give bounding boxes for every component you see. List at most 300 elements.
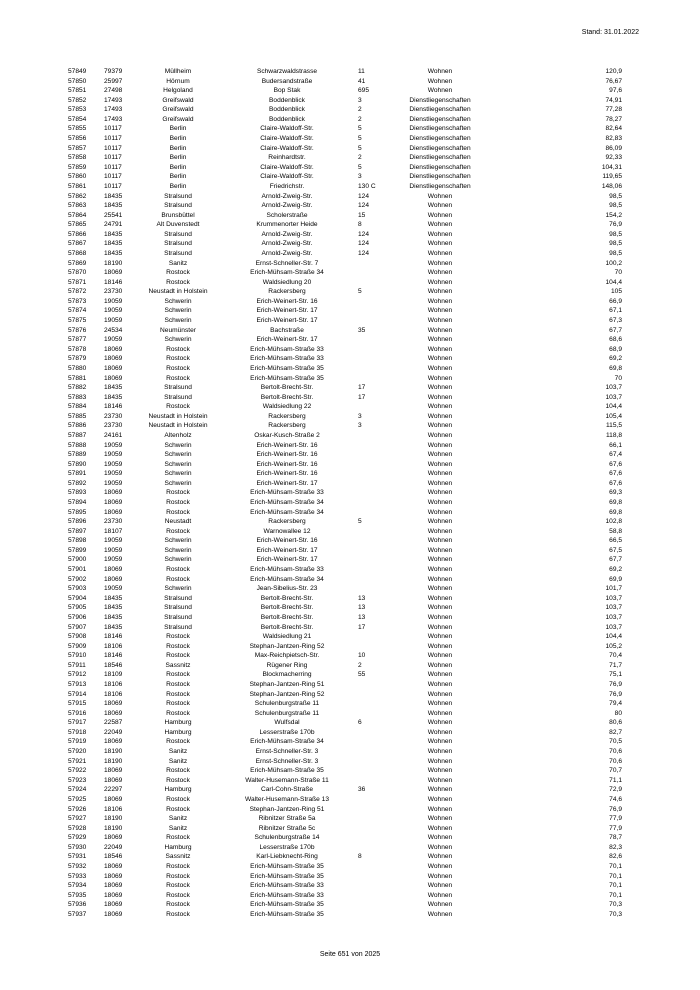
cell-text: Waldsiedlung 21	[262, 633, 312, 641]
cell-text: Stralsund	[164, 623, 192, 631]
cell-text: Berlin	[169, 144, 187, 152]
cell-text: Arnold-Zweig-Str.	[261, 240, 313, 248]
cell-text: Wohnen	[427, 451, 453, 459]
cell-postal-code: 18069	[104, 834, 123, 842]
cell-postal-code: 18106	[104, 642, 123, 650]
cell-area: 70,6	[609, 748, 622, 756]
cell-text: Schulenburgstraße 11	[254, 700, 320, 708]
cell-row-id: 57937	[68, 910, 87, 918]
cell-postal-code: 18069	[104, 795, 123, 803]
cell-row-id: 57850	[68, 77, 87, 85]
cell-text: Sanitz	[168, 824, 188, 832]
cell-text: Max-Reichpietsch-Str.	[254, 652, 320, 660]
cell-text: Wohnen	[427, 527, 453, 535]
cell-area: 76,9	[609, 221, 622, 229]
cell-text: Rostock	[166, 891, 190, 899]
cell-text: Blockmacherring	[262, 671, 312, 679]
cell-text: Erich-Mühsam-Straße 35	[250, 901, 324, 909]
cell-text: Reinhardtstr.	[268, 154, 306, 162]
cell-text: Erich-Mühsam-Straße 33	[250, 345, 324, 353]
cell-postal-code: 18190	[104, 824, 123, 832]
cell-text: Erich-Mühsam-Straße 33	[250, 566, 324, 574]
cell-text: Schwerin	[164, 479, 192, 487]
cell-postal-code: 18435	[104, 384, 123, 392]
cell-area: 70,5	[609, 738, 622, 746]
cell-postal-code: 18069	[104, 882, 123, 890]
cell-text: Rostock	[166, 872, 190, 880]
cell-row-id: 57914	[68, 690, 87, 698]
cell-text: Ernst-Schneller-Str. 7	[255, 259, 319, 267]
cell-house-number: 124	[358, 202, 370, 210]
table-row	[68, 105, 634, 115]
cell-text: Wohnen	[427, 259, 453, 267]
cell-postal-code: 18106	[104, 690, 123, 698]
cell-area: 67,7	[609, 326, 622, 334]
cell-text: Stralsund	[164, 192, 192, 200]
cell-text: Stephan-Jantzen-Ring 52	[249, 690, 325, 698]
cell-text: Wohnen	[427, 479, 453, 487]
cell-text: Rostock	[166, 776, 190, 784]
cell-postal-code: 19059	[104, 336, 123, 344]
table-row	[68, 326, 634, 336]
cell-text: Erich-Weinert-Str. 17	[256, 336, 318, 344]
cell-text: Dienstliegenschaften	[409, 163, 471, 171]
cell-text: Schulenburgstraße 14	[254, 834, 320, 842]
cell-area: 70,1	[609, 872, 622, 880]
cell-area: 69,3	[609, 489, 622, 497]
table-row	[68, 354, 634, 364]
cell-postal-code: 18069	[104, 374, 123, 382]
cell-text: Rostock	[166, 508, 190, 516]
cell-house-number: 17	[358, 623, 366, 631]
cell-text: Jean-Sibelius-Str. 23	[256, 585, 318, 593]
cell-postal-code: 18069	[104, 364, 123, 372]
cell-text: Bertolt-Brecht-Str.	[260, 613, 314, 621]
cell-house-number: 2	[358, 154, 362, 162]
cell-postal-code: 18069	[104, 355, 123, 363]
cell-row-id: 57899	[68, 546, 87, 554]
cell-house-number: 55	[358, 671, 366, 679]
cell-text: Stralsund	[164, 604, 192, 612]
cell-area: 69,8	[609, 499, 622, 507]
cell-text: Wohnen	[427, 345, 453, 353]
table-row	[68, 862, 634, 872]
cell-postal-code: 22049	[104, 728, 123, 736]
cell-text: Erich-Mühsam-Straße 35	[250, 364, 324, 372]
cell-area: 70	[614, 269, 622, 277]
cell-house-number: 35	[358, 326, 366, 334]
cell-text: Walter-Husemann-Straße 11	[245, 776, 329, 784]
cell-postal-code: 18069	[104, 499, 123, 507]
table-row	[68, 747, 634, 757]
cell-text: Bertolt-Brecht-Str.	[260, 604, 314, 612]
table-row	[68, 96, 634, 106]
cell-text: Wohnen	[427, 585, 453, 593]
cell-text: Wohnen	[427, 192, 453, 200]
cell-text: Wohnen	[427, 393, 453, 401]
table-row	[68, 469, 634, 479]
table-row	[68, 172, 634, 182]
cell-postal-code: 17493	[104, 115, 123, 123]
cell-text: Erich-Weinert-Str. 16	[256, 537, 318, 545]
cell-area: 72,9	[609, 786, 622, 794]
cell-area: 70,3	[609, 901, 622, 909]
cell-text: Ernst-Schneller-Str. 3	[255, 748, 319, 756]
stand-date: Stand: 31.01.2022	[581, 29, 639, 36]
table-row	[68, 297, 634, 307]
cell-area: 80	[614, 709, 622, 717]
cell-row-id: 57879	[68, 355, 87, 363]
cell-text: Wohnen	[427, 776, 453, 784]
cell-area: 76,9	[609, 690, 622, 698]
cell-text: Dienstliegenschaften	[409, 125, 471, 133]
cell-text: Wohnen	[427, 546, 453, 554]
cell-text: Rostock	[166, 862, 190, 870]
cell-text: Wohnen	[427, 403, 453, 411]
cell-house-number: 11	[358, 68, 365, 75]
table-row	[68, 239, 634, 249]
cell-text: Rackersberg	[268, 288, 306, 296]
cell-row-id: 57866	[68, 230, 87, 238]
table-row	[68, 163, 634, 173]
cell-text: Stralsund	[164, 393, 192, 401]
cell-area: 104,4	[605, 633, 622, 641]
cell-row-id: 57906	[68, 613, 87, 621]
cell-row-id: 57921	[68, 757, 87, 765]
cell-postal-code: 18146	[104, 633, 123, 641]
cell-text: Greifswald	[162, 115, 194, 123]
cell-area: 98,5	[609, 192, 622, 200]
cell-postal-code: 18435	[104, 594, 123, 602]
page-number: Seite 651 von 2025	[319, 951, 381, 958]
table-row	[68, 249, 634, 259]
cell-row-id: 57904	[68, 594, 87, 602]
cell-row-id: 57883	[68, 393, 87, 401]
cell-text: Stralsund	[164, 613, 192, 621]
cell-text: Wohnen	[427, 211, 453, 219]
cell-text: Wohnen	[427, 700, 453, 708]
table-row	[68, 690, 634, 700]
cell-text: Bertolt-Brecht-Str.	[260, 623, 314, 631]
table-row	[68, 584, 634, 594]
cell-text: Dienstliegenschaften	[409, 154, 471, 162]
cell-text: Budersandstraße	[261, 77, 313, 85]
cell-postal-code: 18146	[104, 278, 123, 286]
table-row	[68, 555, 634, 565]
cell-postal-code: 19059	[104, 317, 123, 325]
cell-row-id: 57922	[68, 767, 87, 775]
table-row	[68, 613, 634, 623]
cell-row-id: 57858	[68, 154, 87, 162]
cell-house-number: 3	[358, 173, 362, 181]
cell-text: Hamburg	[164, 728, 192, 736]
cell-area: 104,4	[605, 278, 622, 286]
cell-area: 82,6	[609, 853, 622, 861]
cell-area: 103,7	[605, 594, 622, 602]
cell-row-id: 57907	[68, 623, 87, 631]
cell-row-id: 57932	[68, 862, 87, 870]
cell-area: 66,5	[609, 537, 622, 545]
cell-postal-code: 18069	[104, 700, 123, 708]
cell-text: Erich-Weinert-Str. 16	[256, 441, 318, 449]
cell-text: Wohnen	[427, 575, 453, 583]
cell-text: Sanitz	[168, 259, 188, 267]
cell-postal-code: 18069	[104, 901, 123, 909]
cell-row-id: 57854	[68, 115, 87, 123]
table-row	[68, 651, 634, 661]
table-row	[68, 661, 634, 671]
cell-area: 98,5	[609, 249, 622, 257]
cell-area: 69,2	[609, 566, 622, 574]
cell-text: Wohnen	[427, 412, 453, 420]
cell-house-number: 124	[358, 249, 370, 257]
cell-postal-code: 19059	[104, 546, 123, 554]
cell-row-id: 57867	[68, 240, 87, 248]
table-row	[68, 431, 634, 441]
cell-text: Stralsund	[164, 249, 192, 257]
cell-text: Müllheim	[164, 68, 192, 75]
cell-postal-code: 18069	[104, 738, 123, 746]
cell-text: Schwerin	[164, 556, 192, 564]
cell-postal-code: 18190	[104, 259, 123, 267]
cell-area: 98,5	[609, 230, 622, 238]
cell-text: Neustadt in Holstein	[148, 288, 208, 296]
cell-text: Claire-Waldoff-Str.	[260, 125, 314, 133]
cell-text: Wohnen	[427, 681, 453, 688]
cell-text: Rostock	[166, 355, 190, 363]
cell-row-id: 57918	[68, 728, 87, 736]
cell-row-id: 57935	[68, 891, 87, 899]
cell-area: 103,7	[605, 613, 622, 621]
cell-row-id: 57878	[68, 345, 87, 353]
cell-text: Wohnen	[427, 671, 453, 679]
cell-area: 104,4	[605, 403, 622, 411]
cell-text: Wohnen	[427, 748, 453, 756]
cell-area: 66,1	[609, 441, 622, 449]
cell-postal-code: 18069	[104, 269, 123, 277]
cell-text: Rostock	[166, 527, 190, 535]
cell-house-number: 124	[358, 240, 370, 248]
table-row	[68, 757, 634, 767]
cell-area: 77,9	[609, 824, 622, 832]
cell-row-id: 57891	[68, 470, 87, 478]
table-row	[68, 565, 634, 575]
table-row	[68, 536, 634, 546]
cell-text: Oskar-Kusch-Straße 2	[254, 431, 320, 439]
cell-postal-code: 79379	[104, 68, 123, 75]
cell-text: Dienstliegenschaften	[409, 135, 471, 143]
cell-row-id: 57900	[68, 556, 87, 564]
cell-text: Erich-Weinert-Str. 17	[256, 479, 318, 487]
table-row	[68, 891, 634, 901]
cell-area: 77,9	[609, 815, 622, 823]
cell-text: Rostock	[166, 709, 190, 717]
table-row	[68, 517, 634, 527]
table-row	[68, 910, 634, 920]
cell-house-number: 5	[358, 518, 362, 526]
cell-area: 86,09	[605, 144, 622, 152]
cell-text: Sassnitz	[165, 853, 191, 861]
cell-area: 58,8	[609, 527, 622, 535]
cell-row-id: 57857	[68, 144, 87, 152]
cell-text: Wohnen	[427, 566, 453, 574]
cell-postal-code: 18190	[104, 757, 123, 765]
cell-text: Erich-Mühsam-Straße 34	[250, 508, 324, 516]
cell-text: Dienstliegenschaften	[409, 182, 471, 190]
cell-area: 103,7	[605, 623, 622, 631]
cell-postal-code: 24534	[104, 326, 123, 334]
cell-text: Krummenorter Heide	[256, 221, 318, 229]
cell-text: Rostock	[166, 834, 190, 842]
cell-text: Berlin	[169, 173, 187, 181]
cell-text: Erich-Weinert-Str. 17	[256, 307, 318, 315]
cell-house-number: 17	[358, 384, 366, 392]
cell-text: Wohnen	[427, 843, 453, 851]
cell-text: Wohnen	[427, 757, 453, 765]
cell-text: Carl-Cohn-Straße	[260, 786, 314, 794]
cell-house-number: 5	[358, 288, 362, 296]
cell-house-number: 2	[358, 661, 362, 669]
cell-postal-code: 22297	[104, 786, 123, 794]
table-row	[68, 680, 634, 690]
cell-text: Wohnen	[427, 594, 453, 602]
table-row	[68, 77, 634, 87]
cell-text: Bertolt-Brecht-Str.	[260, 384, 314, 392]
cell-text: Wohnen	[427, 661, 453, 669]
cell-area: 82,3	[609, 843, 622, 851]
cell-text: Wohnen	[427, 795, 453, 803]
cell-house-number: 124	[358, 192, 370, 200]
cell-text: Rostock	[166, 642, 190, 650]
cell-row-id: 57852	[68, 96, 87, 104]
cell-text: Wohnen	[427, 537, 453, 545]
cell-text: Claire-Waldoff-Str.	[260, 135, 314, 143]
cell-text: Rostock	[166, 700, 190, 708]
cell-text: Wohnen	[427, 891, 453, 899]
cell-text: Friedrichstr.	[269, 182, 305, 190]
cell-text: Neumünster	[160, 326, 196, 334]
cell-text: Arnold-Zweig-Str.	[261, 202, 313, 210]
cell-row-id: 57928	[68, 824, 87, 832]
cell-text: Neustadt in Holstein	[148, 422, 208, 430]
cell-text: Wohnen	[427, 882, 453, 890]
cell-area: 103,7	[605, 384, 622, 392]
cell-text: Schwerin	[164, 307, 192, 315]
cell-text: Bertolt-Brecht-Str.	[260, 594, 314, 602]
cell-text: Rostock	[166, 671, 190, 679]
cell-postal-code: 19059	[104, 479, 123, 487]
cell-area: 68,9	[609, 345, 622, 353]
cell-postal-code: 10117	[104, 135, 122, 143]
cell-text: Hamburg	[164, 843, 192, 851]
cell-row-id: 57895	[68, 508, 87, 516]
table-row	[68, 393, 634, 403]
cell-row-id: 57913	[68, 681, 87, 688]
cell-area: 82,7	[609, 728, 622, 736]
cell-area: 69,2	[609, 355, 622, 363]
table-row	[68, 86, 634, 96]
cell-text: Wohnen	[427, 431, 453, 439]
cell-row-id: 57887	[68, 431, 87, 439]
cell-area: 70,3	[609, 910, 622, 918]
cell-text: Warnowallee 12	[263, 527, 311, 535]
cell-text: Schwerin	[164, 297, 192, 305]
table-row	[68, 230, 634, 240]
cell-row-id: 57924	[68, 786, 87, 794]
cell-text: Wohnen	[427, 728, 453, 736]
cell-area: 71,7	[609, 661, 622, 669]
cell-postal-code: 18435	[104, 613, 123, 621]
cell-house-number: 2	[358, 115, 362, 123]
cell-row-id: 57902	[68, 575, 87, 583]
cell-house-number: 3	[358, 412, 362, 420]
cell-text: Wohnen	[427, 910, 453, 918]
cell-row-id: 57936	[68, 901, 87, 909]
cell-area: 103,7	[605, 604, 622, 612]
cell-postal-code: 18069	[104, 709, 123, 717]
cell-text: Karl-Liebknecht-Ring	[256, 853, 318, 861]
cell-postal-code: 24161	[104, 431, 123, 439]
cell-text: Arnold-Zweig-Str.	[261, 192, 313, 200]
cell-area: 118,8	[605, 431, 622, 439]
cell-house-number: 8	[358, 221, 362, 229]
cell-text: Stralsund	[164, 594, 192, 602]
cell-area: 105,2	[605, 642, 622, 650]
cell-house-number: 17	[358, 393, 366, 401]
cell-text: Lesserstraße 170b	[259, 728, 315, 736]
cell-text: Wohnen	[427, 738, 453, 746]
cell-text: Berlin	[169, 182, 187, 190]
cell-postal-code: 18435	[104, 202, 123, 210]
cell-text: Schulenburgstraße 11	[254, 709, 320, 717]
cell-text: Erich-Mühsam-Straße 34	[250, 738, 324, 746]
table-row	[68, 67, 634, 77]
cell-text: Wohnen	[427, 709, 453, 717]
cell-text: Schwerin	[164, 546, 192, 554]
cell-house-number: 10	[358, 652, 366, 660]
table-row	[68, 115, 634, 125]
table-row	[68, 192, 634, 202]
cell-area: 66,9	[609, 297, 622, 305]
table-row	[68, 345, 634, 355]
cell-row-id: 57851	[68, 87, 87, 95]
cell-postal-code: 25541	[104, 211, 123, 219]
cell-text: Wohnen	[427, 355, 453, 363]
cell-row-id: 57884	[68, 403, 87, 411]
cell-text: Rostock	[166, 690, 190, 698]
cell-row-id: 57889	[68, 451, 87, 459]
cell-postal-code: 18109	[104, 671, 123, 679]
cell-area: 74,91	[605, 96, 622, 104]
cell-postal-code: 22587	[104, 719, 123, 727]
cell-row-id: 57915	[68, 700, 87, 708]
cell-text: Boddenblick	[269, 96, 305, 104]
cell-text: Sanitz	[168, 757, 188, 765]
cell-text: Waldsiedlung 22	[262, 403, 312, 411]
table-row	[68, 814, 634, 824]
table-row	[68, 316, 634, 326]
cell-house-number: 3	[358, 422, 362, 430]
cell-text: Wohnen	[427, 489, 453, 497]
cell-row-id: 57927	[68, 815, 87, 823]
cell-postal-code: 18069	[104, 776, 123, 784]
cell-text: Wohnen	[427, 269, 453, 277]
cell-postal-code: 22049	[104, 843, 123, 851]
cell-text: Wohnen	[427, 786, 453, 794]
cell-text: Arnold-Zweig-Str.	[261, 249, 313, 257]
cell-postal-code: 18069	[104, 891, 123, 899]
table-row	[68, 594, 634, 604]
